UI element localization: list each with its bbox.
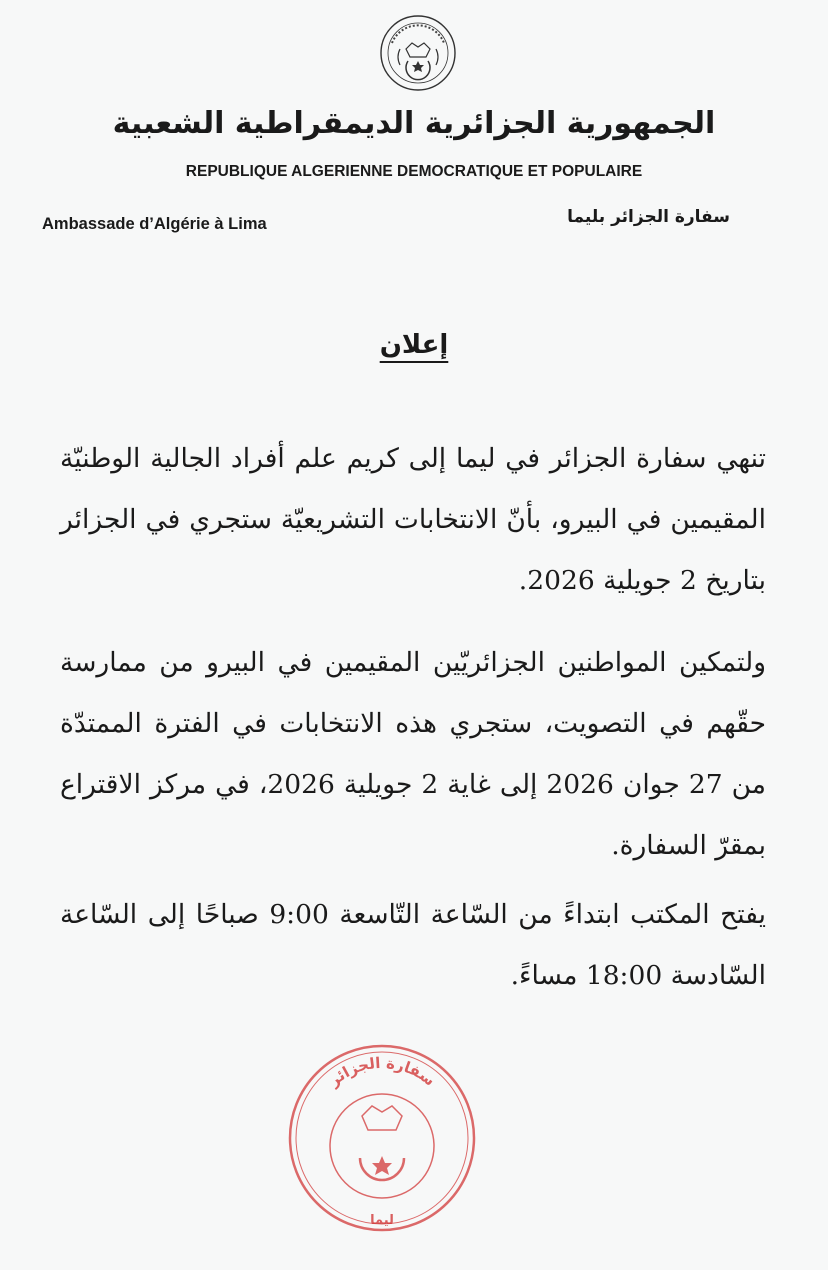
republic-title-ar: الجمهورية الجزائرية الديمقراطية الشعبية	[112, 106, 716, 141]
notice-paragraph-1: تنهي سفارة الجزائر في ليما إلى كريم علم أفراد الجالية الوطنيّة المقيمين في البيرو، بأنّ الانتخابات التشريعيّة ستجري في الجزائر بتاريخ 2 جويلية 2026.	[60, 443, 766, 596]
embassy-stamp-icon	[282, 1038, 482, 1238]
notice-paragraph-3: يفتح المكتب ابتداءً من السّاعة التّاسعة 9:00 صباحًا إلى السّاعة السّادسة 18:00 مساءً.	[60, 899, 766, 991]
embassy-name-fr: Ambassade d’Algérie à Lima	[42, 215, 267, 233]
republic-title-fr: REPUBLIQUE ALGERIENNE DEMOCRATIQUE ET POPULAIRE	[185, 163, 643, 180]
notice-paragraph-2: ولتمكين المواطنين الجزائريّين المقيمين في البيرو من ممارسة حقّهم في التصويت، ستجري هذه الانتخابات في الفترة الممتدّة من 27 جوان 2026 إلى غاية 2 جويلية 2026، في مركز الاقتراع بمقرّ السفارة.	[60, 647, 766, 861]
notice-heading-text: إعلان	[379, 330, 449, 360]
svg-text:سفارة الجزائر	[325, 1054, 439, 1090]
embassy-name-ar: سفارة الجزائر بليما	[567, 207, 730, 227]
stamp-text-top: سفارة الجزائر	[325, 1053, 439, 1090]
stamp-text-bottom: ليما	[370, 1213, 394, 1228]
notice-heading	[0, 330, 828, 360]
algerian-seal-icon	[378, 13, 458, 93]
